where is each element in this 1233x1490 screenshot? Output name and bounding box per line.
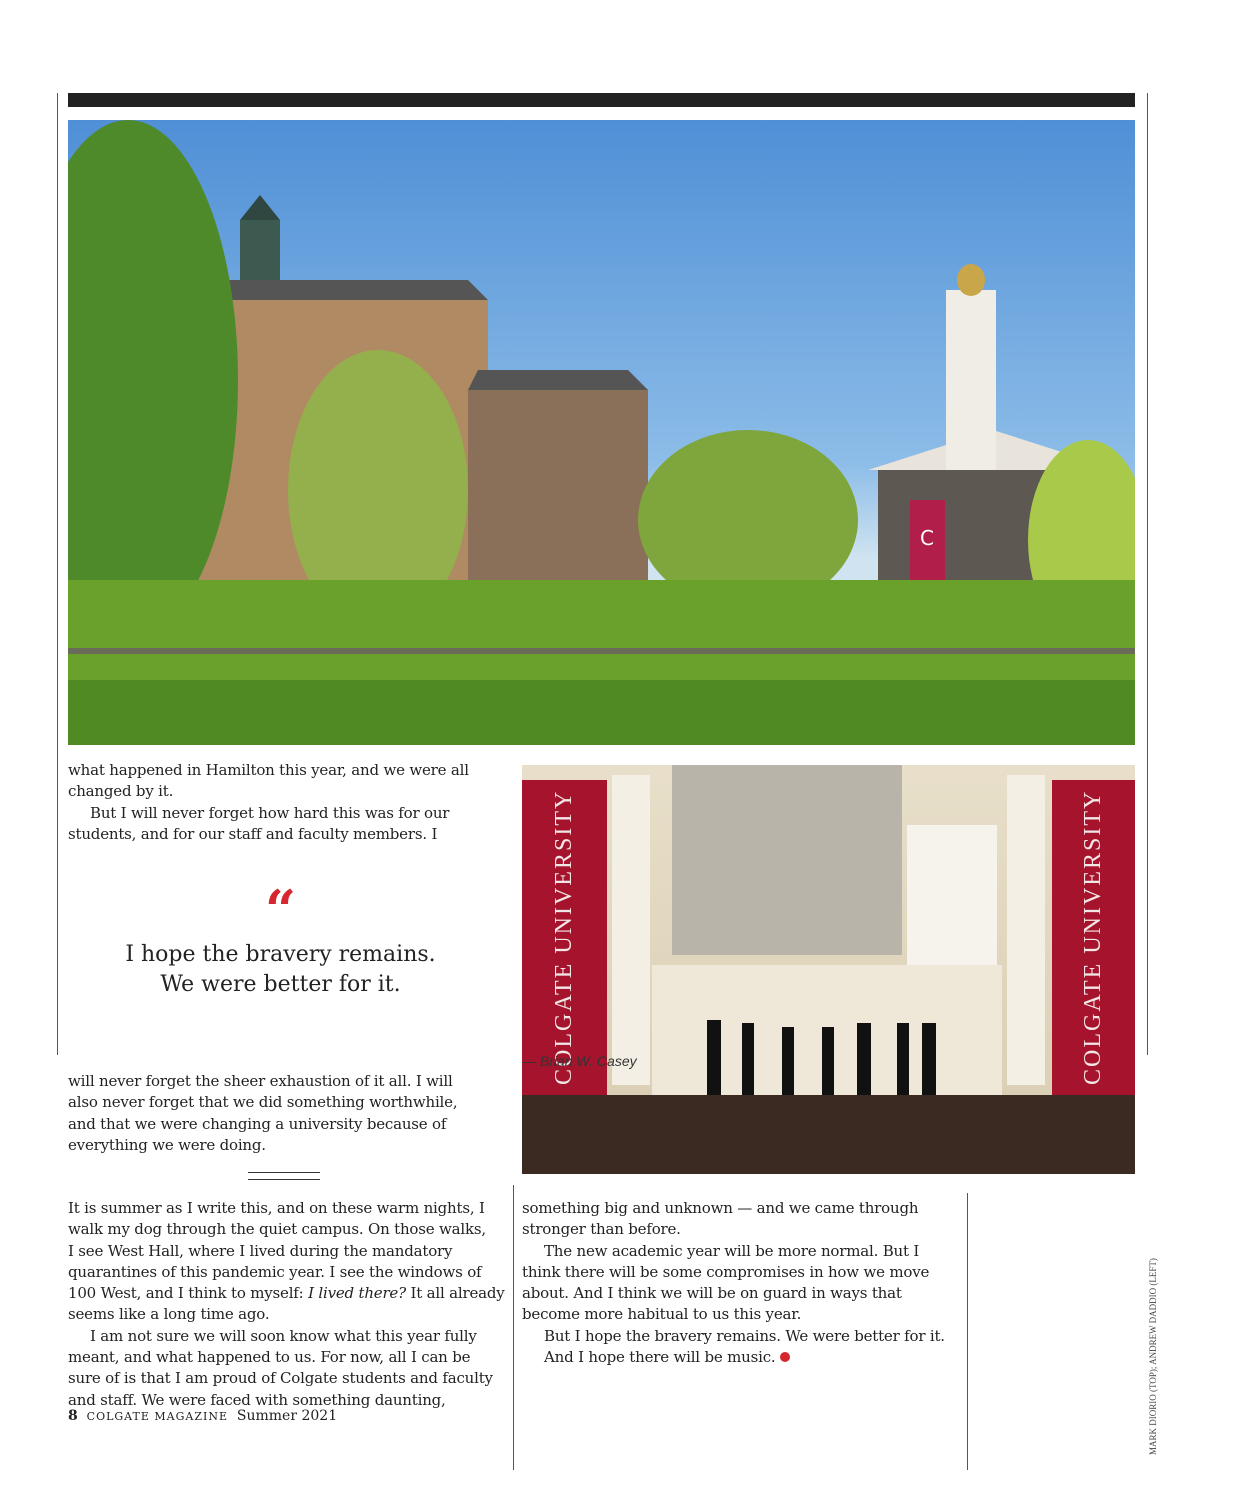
text-line: But I will never forget how hard this was for our xyxy=(90,803,450,822)
campus-photo xyxy=(68,120,1135,745)
text-line: quarantines of this pandemic year. I see the windows of xyxy=(68,1262,482,1281)
campus-illustration xyxy=(68,120,1135,745)
text-line: also never forget that we did something worthwhile, xyxy=(68,1093,458,1112)
left-column-top-text xyxy=(68,760,469,845)
italic-span: I lived there? xyxy=(308,1284,406,1303)
chapel-banner-letter: C xyxy=(920,526,934,550)
left-column-mid-text xyxy=(68,1071,457,1156)
text-line: become more habitual to us this year. xyxy=(522,1305,802,1324)
text-line: what happened in Hamilton this year, and we were all xyxy=(68,761,469,779)
end-mark-icon xyxy=(780,1352,790,1362)
text-line: students, and for our staff and faculty members. I xyxy=(68,824,438,843)
text-line: The new academic year will be more normal. But I xyxy=(544,1241,920,1260)
text-line: stronger than before. xyxy=(522,1220,681,1239)
right-margin-rule xyxy=(1147,93,1148,1055)
quote-mark-icon: “ xyxy=(264,878,297,942)
left-column-bottom-text xyxy=(68,1198,505,1411)
header-bar xyxy=(68,93,1135,107)
text-line: think there will be some compromises in how we move xyxy=(522,1262,930,1281)
right-column-bottom-text xyxy=(522,1198,945,1368)
text-line: something big and unknown — and we came through xyxy=(522,1199,919,1217)
text-line: sure of is that I am proud of Colgate students and faculty xyxy=(68,1369,493,1388)
page-number: 8 xyxy=(68,1408,78,1424)
text-span: 100 West, and I think to myself: xyxy=(68,1284,309,1303)
pull-quote-line: We were better for it. xyxy=(160,972,401,997)
text-line: and that we were changing a university because of xyxy=(68,1114,447,1133)
pull-quote xyxy=(68,940,493,1000)
banner-left: COLGATE UNIVERSITY xyxy=(522,780,607,1095)
text-line: seems like a long time ago. xyxy=(68,1305,270,1324)
text-line: meant, and what happened to us. For now, all I can be xyxy=(68,1348,471,1367)
issue-date: Summer 2021 xyxy=(236,1408,338,1424)
text-line xyxy=(522,1347,945,1368)
column-rule xyxy=(513,1185,514,1470)
text-span: And I hope there will be music. xyxy=(544,1348,776,1367)
page-footer xyxy=(68,1408,337,1424)
text-line: It is summer as I write this, and on these warm nights, I xyxy=(68,1199,485,1217)
text-line: and staff. We were faced with something daunting, xyxy=(68,1390,446,1409)
left-margin-rule xyxy=(57,93,58,1055)
text-line: I see West Hall, where I lived during the mandatory xyxy=(68,1241,453,1260)
banner-right: COLGATE UNIVERSITY xyxy=(1052,780,1135,1095)
stage-illustration xyxy=(522,765,1135,1174)
magazine-name: COLGATE MAGAZINE xyxy=(86,1410,228,1423)
text-line: walk my dog through the quiet campus. On those walks, xyxy=(68,1220,486,1239)
concert-photo xyxy=(522,765,1135,1174)
text-line: changed by it. xyxy=(68,782,174,801)
pull-quote-line: I hope the bravery remains. xyxy=(125,942,436,967)
text-line xyxy=(68,1283,505,1304)
text-line: will never forget the sheer exhaustion of it all. I will xyxy=(68,1072,453,1090)
column-rule xyxy=(967,1193,968,1470)
section-separator xyxy=(248,1172,320,1180)
photo-credit: MARK DIORIO (TOP); ANDREW DADDIO (LEFT) xyxy=(1148,1258,1158,1455)
text-line: I am not sure we will soon know what this year fully xyxy=(90,1326,477,1345)
text-span: It all already xyxy=(405,1284,505,1303)
text-line: everything we were doing. xyxy=(68,1135,266,1154)
signature: — Brian W. Casey xyxy=(522,1053,637,1069)
text-line: But I hope the bravery remains. We were better for it. xyxy=(544,1326,945,1345)
text-line: about. And I think we will be on guard in ways that xyxy=(522,1284,902,1303)
